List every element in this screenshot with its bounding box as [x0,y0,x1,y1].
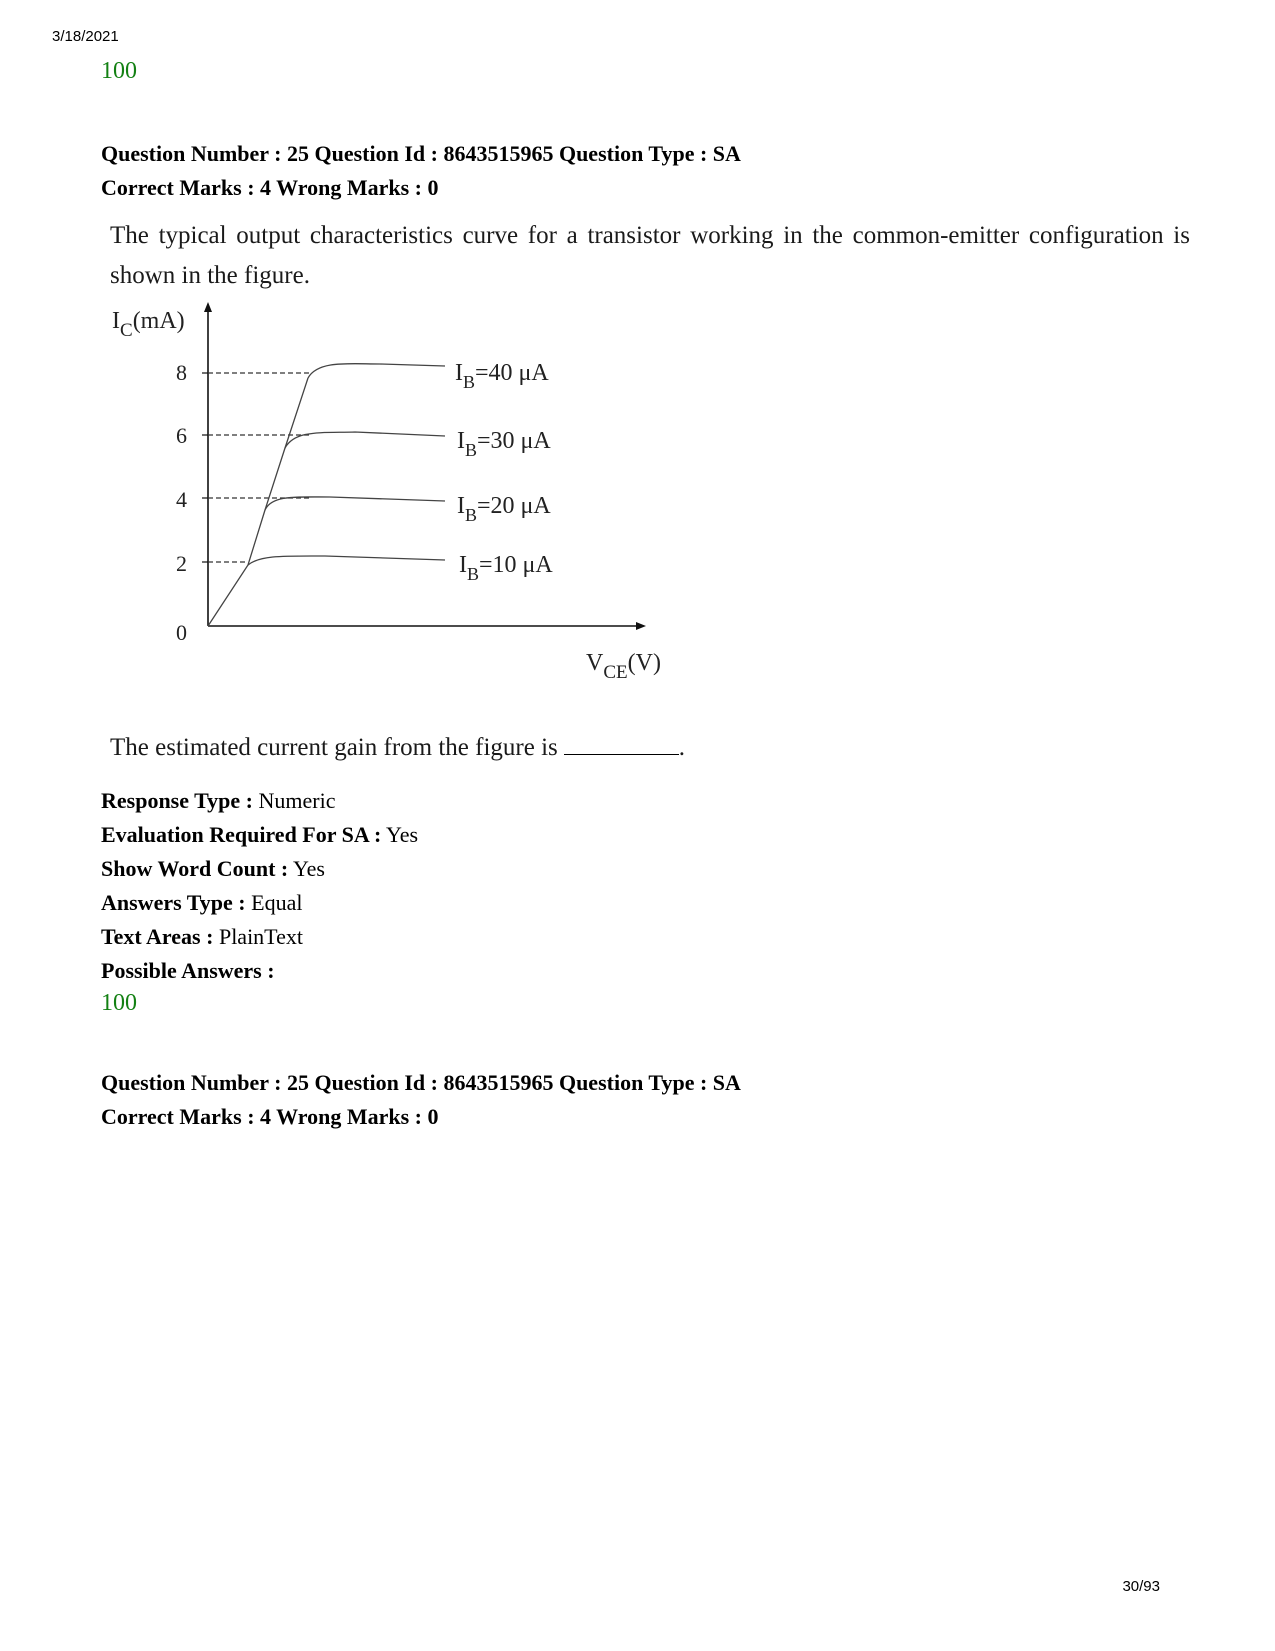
property-evaluation-required: Evaluation Required For SA : Yes [101,822,419,847]
curve-ib-40 [308,364,445,378]
next-question-header-line2: Correct Marks : 4 Wrong Marks : 0 [101,1104,439,1129]
y-tick-8: 8 [176,360,187,385]
curve-label-ib-30: $I_B=30$ μA [457,428,551,460]
next-question-header [101,1066,741,1134]
question-text: The typical output characteristics curve for a transistor working in the common-emitter configuration is shown in the figure. [110,222,1190,289]
curve-ib-10 [248,556,445,565]
curve-ib-20 [265,497,445,510]
x-axis-label: $V_{CE}(V)$ [586,650,661,683]
question-header-line2: Correct Marks : 4 Wrong Marks : 0 [101,175,439,200]
question-prompt-text: The estimated current gain from the figure is [110,734,558,761]
property-text-areas: Text Areas : PlainText [101,924,303,949]
curve-label-ib-20: $I_B=20$ μA [457,493,551,525]
print-date: 3/18/2021 [52,28,119,45]
saturation-line [208,378,308,626]
y-axis-label: $I_C(mA)$ [112,308,185,341]
possible-answer: 100 [101,990,137,1016]
y-axis-arrow [204,302,212,312]
curve-label-ib-40: $I_B=40$ μA [455,360,549,392]
y-tick-0: 0 [176,620,187,645]
question-properties [101,784,418,988]
question-header [101,137,741,205]
answer-blank [564,734,679,755]
next-question-header-line1: Question Number : 25 Question Id : 8643515965 Question Type : SA [101,1070,741,1095]
previous-answer: 100 [101,58,137,84]
curve-ib-30 [285,432,445,448]
curve-label-ib-10: $I_B=10$ μA [459,552,553,584]
question-prompt-end: . [678,734,686,761]
property-possible-answers: Possible Answers : [101,958,275,983]
y-tick-2: 2 [176,551,187,576]
question-header-line1: Question Number : 25 Question Id : 8643515965 Question Type : SA [101,141,741,166]
y-tick-6: 6 [176,423,187,448]
page-number: 30/93 [1122,1578,1160,1595]
property-show-word-count: Show Word Count : Yes [101,856,325,881]
x-axis-arrow [636,622,646,630]
output-characteristics-figure [100,300,700,710]
property-answers-type: Answers Type : Equal [101,890,303,915]
property-response-type: Response Type : Numeric [101,788,336,813]
y-tick-4: 4 [176,487,187,512]
question-prompt [110,734,685,762]
